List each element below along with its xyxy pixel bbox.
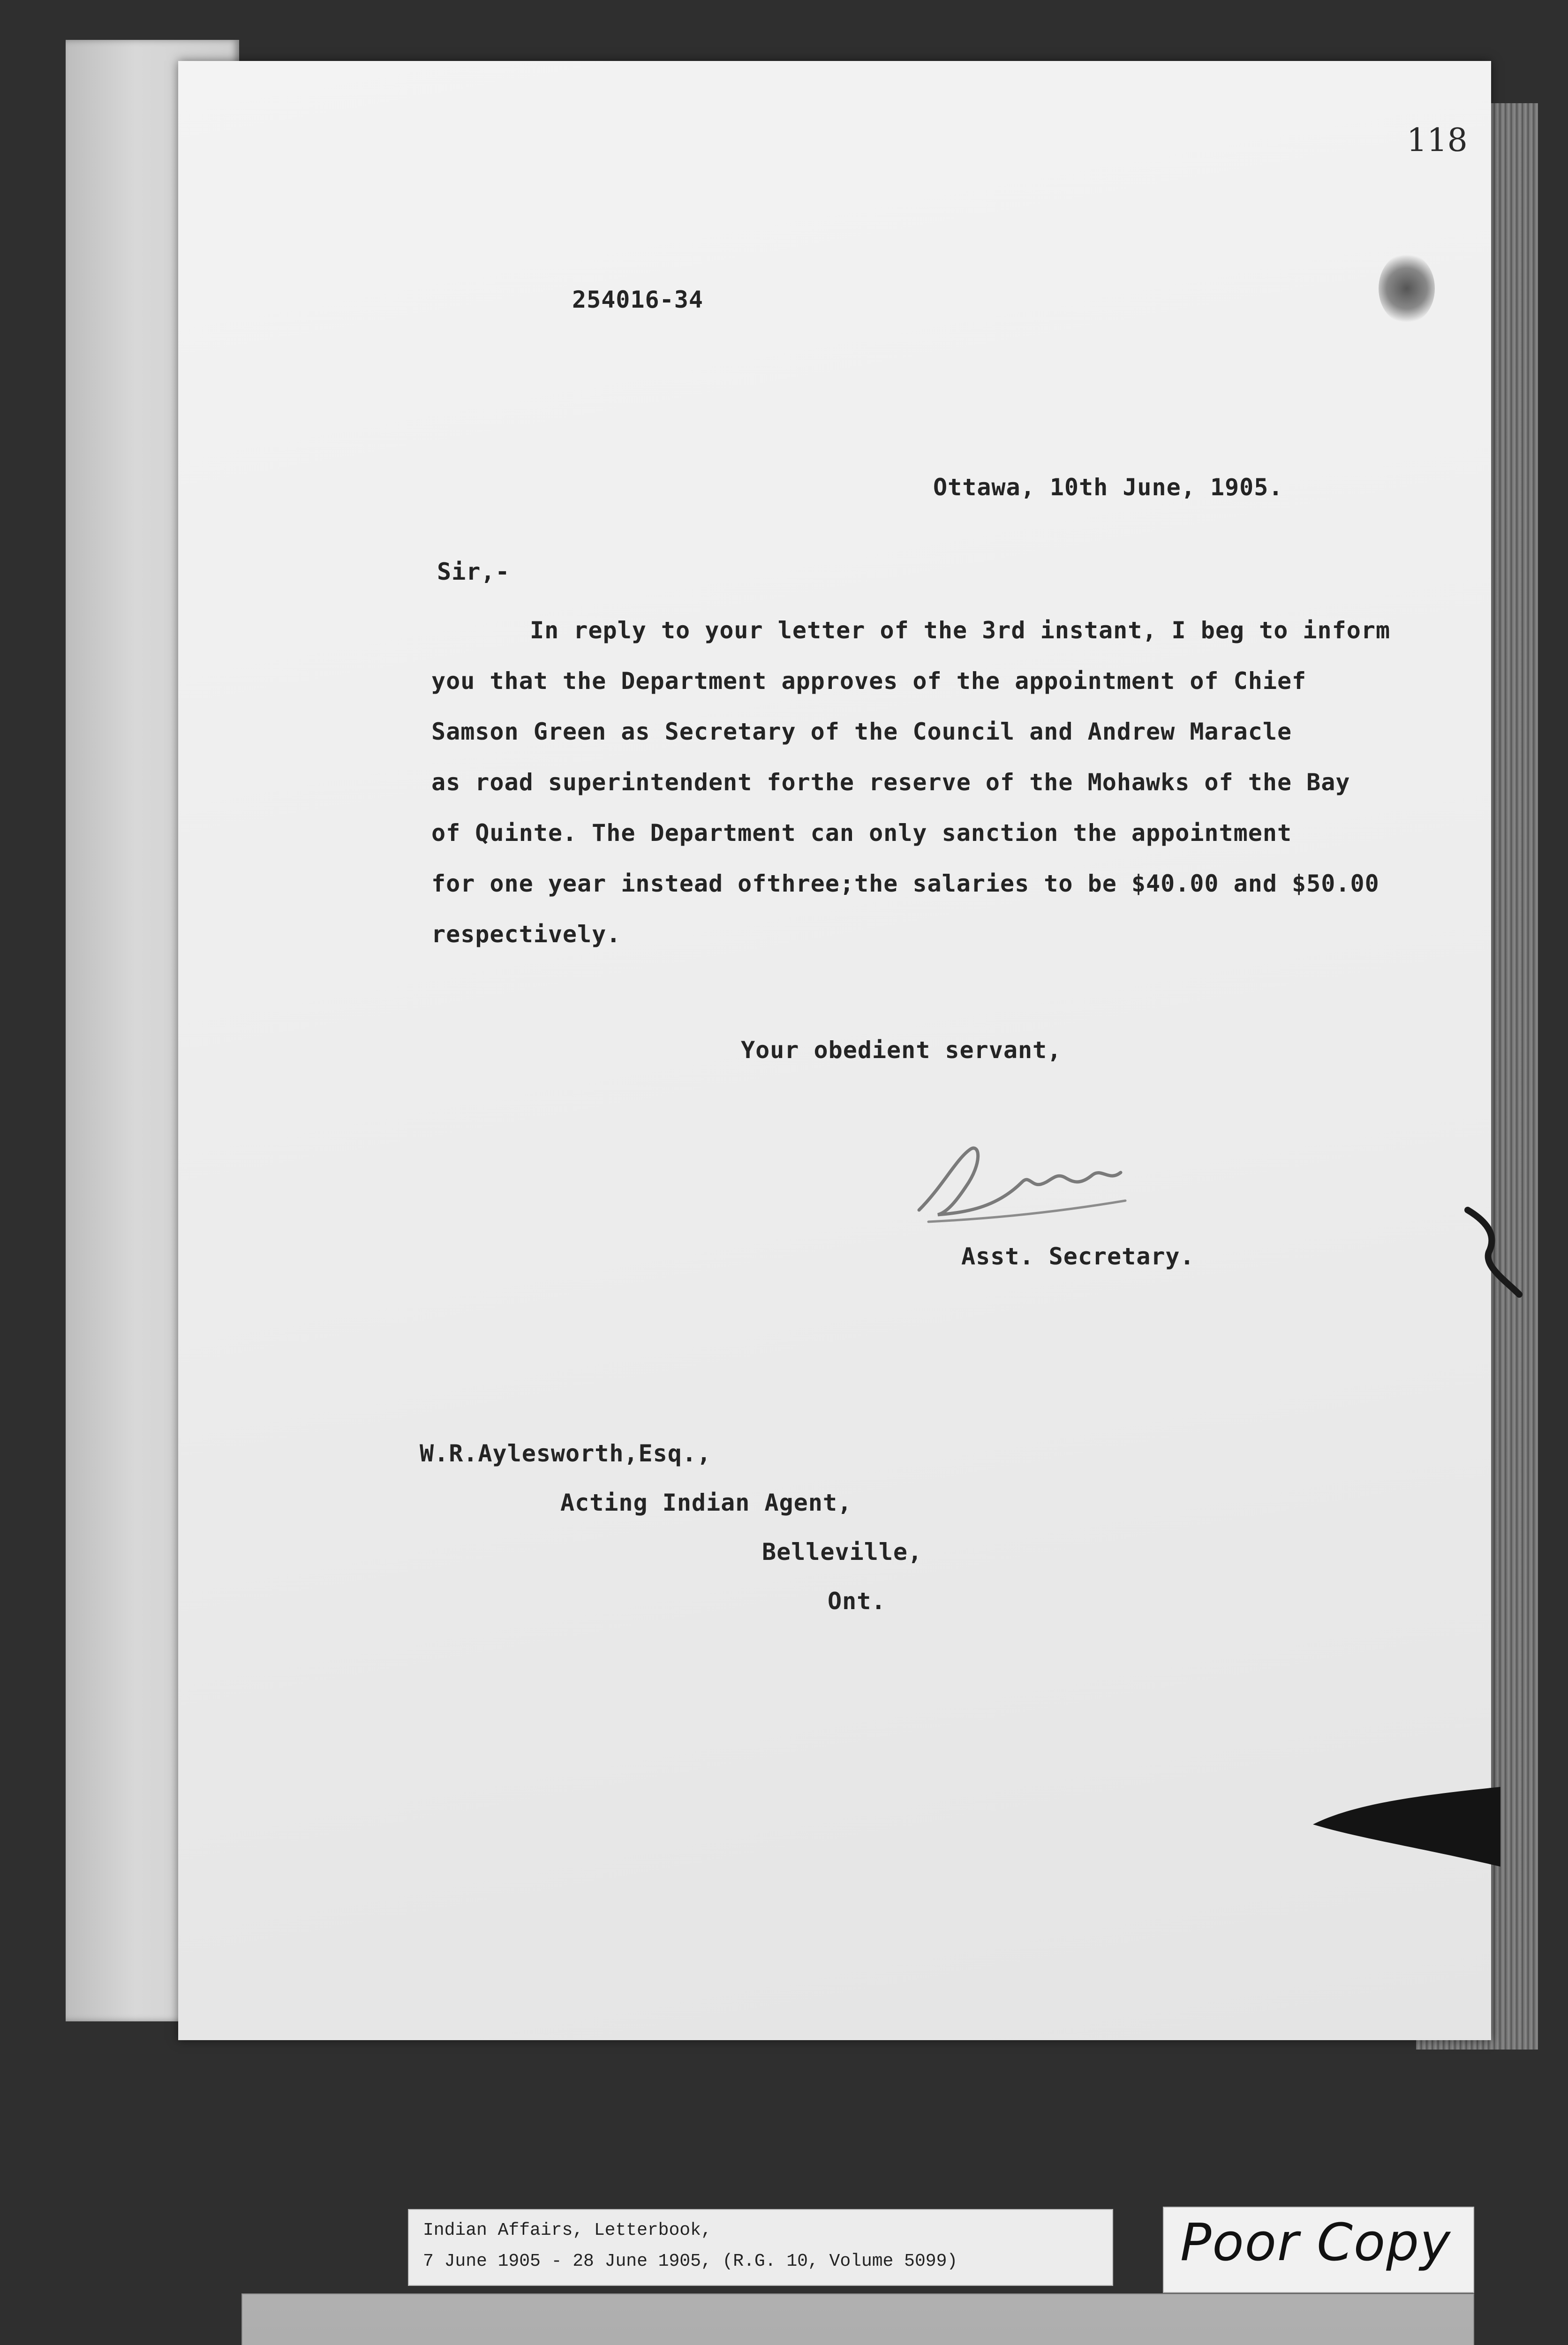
- poor-copy-text: Poor Copy: [1180, 2212, 1452, 2272]
- address-line: W.R.Aylesworth,Esq.,: [420, 1440, 712, 1467]
- body-line: you that the Department approves of the appointment of Chief: [431, 667, 1307, 695]
- body-line: Samson Green as Secretary of the Council and Andrew Maracle: [431, 718, 1292, 745]
- letter-page: [178, 61, 1491, 2040]
- date-line: Ottawa, 10th June, 1905.: [933, 474, 1283, 501]
- reference-label: [408, 2209, 1113, 2286]
- letter-body: [431, 605, 1510, 960]
- address-line: Belleville,: [762, 1538, 923, 1566]
- ink-stroke-mark: [1463, 1205, 1529, 1299]
- page-number: 118: [1407, 122, 1468, 159]
- ink-smudge: [1379, 253, 1435, 324]
- paper-marker: [1313, 1787, 1500, 1867]
- body-line: respectively.: [431, 921, 621, 948]
- body-line: for one year instead ofthree;the salaries to be $40.00 and $50.00: [431, 870, 1380, 897]
- handwritten-signature: [900, 1130, 1144, 1238]
- reference-label-line: 7 June 1905 - 28 June 1905, (R.G. 10, Volume 5099): [423, 2251, 958, 2271]
- reference-label-line: Indian Affairs, Letterbook,: [423, 2220, 712, 2240]
- address-line: Acting Indian Agent,: [560, 1489, 852, 1516]
- poor-copy-note: [1163, 2207, 1474, 2293]
- archive-banner: [241, 2293, 1474, 2345]
- address-line: Ont.: [828, 1588, 886, 1615]
- body-line: as road superintendent forthe reserve of the Mohawks of the Bay: [431, 769, 1350, 796]
- body-line: In reply to your letter of the 3rd instant, I beg to inform: [530, 617, 1391, 644]
- reference-number: 254016-34: [572, 286, 703, 313]
- body-line: of Quinte. The Department can only sanction the appointment: [431, 819, 1292, 847]
- salutation: Sir,-: [437, 558, 510, 585]
- signer-title: Asst. Secretary.: [961, 1243, 1195, 1270]
- closing: Your obedient servant,: [741, 1036, 1062, 1064]
